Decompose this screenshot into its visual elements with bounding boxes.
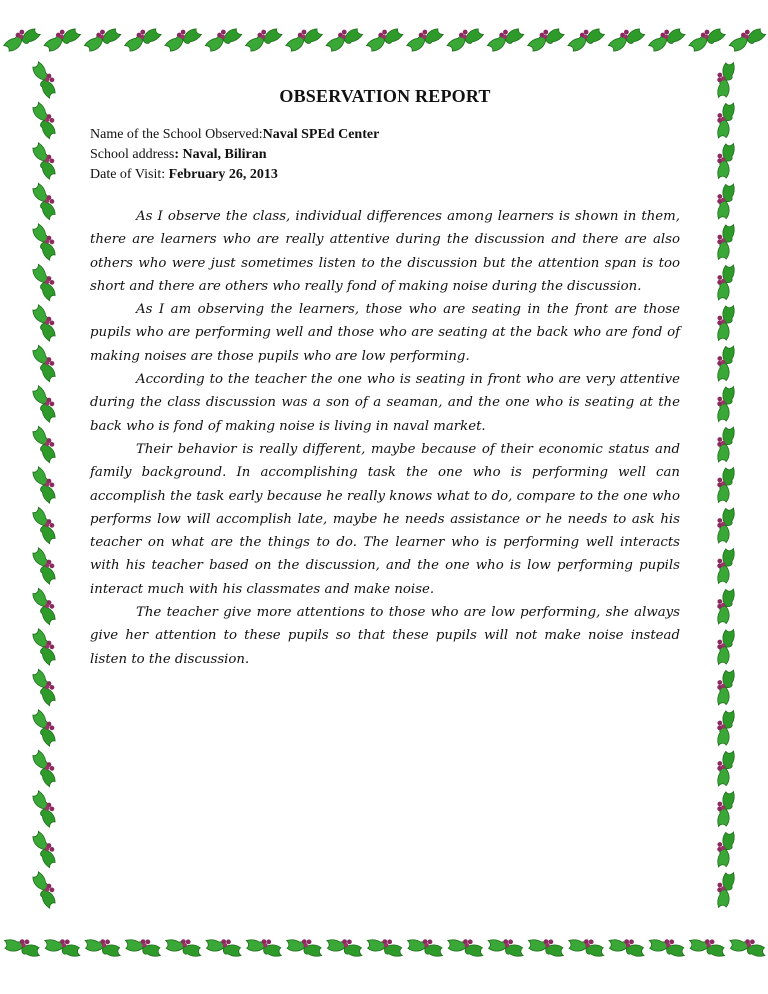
holly-icon xyxy=(31,99,60,140)
holly-icon xyxy=(31,342,60,383)
holly-icon xyxy=(566,932,607,961)
holly-icon xyxy=(31,666,60,707)
date-label: Date of Visit: xyxy=(90,167,169,182)
holly-icon xyxy=(484,24,525,53)
holly-icon xyxy=(710,59,739,100)
holly-icon xyxy=(526,932,567,961)
holly-icon xyxy=(710,140,739,181)
holly-icon xyxy=(710,504,739,545)
holly-icon xyxy=(726,24,767,53)
holly-icon xyxy=(710,707,739,748)
holly-icon xyxy=(31,261,60,302)
paragraph-2: As I am observing the learners, those who are seating in the front are those pupils who are performing well and those who are seating at the back who are fond of making noises are those pupils who are low performing. xyxy=(90,302,680,364)
holly-icon xyxy=(525,24,566,53)
holly-icon xyxy=(42,932,83,961)
school-value: Naval SPEd Center xyxy=(262,127,380,142)
holly-icon xyxy=(31,707,60,748)
holly-icon xyxy=(710,423,739,464)
holly-icon xyxy=(31,585,60,626)
holly-icon xyxy=(710,828,739,869)
holly-icon xyxy=(162,24,203,53)
holly-icon xyxy=(365,932,406,961)
holly-icon xyxy=(203,932,244,961)
holly-icon xyxy=(31,221,60,262)
holly-icon xyxy=(710,99,739,140)
holly-icon xyxy=(31,140,60,181)
holly-icon xyxy=(31,302,60,343)
holly-icon xyxy=(82,932,123,961)
holly-icon xyxy=(710,545,739,586)
report-body xyxy=(90,205,680,671)
holly-icon xyxy=(202,24,243,53)
holly-icon xyxy=(31,747,60,788)
report-title: OBSERVATION REPORT xyxy=(279,86,491,106)
holly-icon xyxy=(323,24,364,53)
holly-icon xyxy=(710,585,739,626)
address-value: : Naval, Biliran xyxy=(174,147,267,162)
holly-icon xyxy=(2,932,43,961)
holly-icon xyxy=(606,932,647,961)
holly-icon xyxy=(710,747,739,788)
holly-icon xyxy=(123,932,164,961)
holly-icon xyxy=(283,24,324,53)
holly-icon xyxy=(710,788,739,829)
holly-icon xyxy=(710,261,739,302)
holly-icon xyxy=(605,24,646,53)
holly-icon xyxy=(710,869,739,910)
holly-icon xyxy=(646,24,687,53)
holly-icon xyxy=(122,24,163,53)
paragraph-1: As I observe the class, individual differences among learners is shown in them, there are learners who are really attentive during the discussion and there are also others who were just sometimes listen to the discussion but the attention span is too short and there are others who really fond of making noise during the discussion. xyxy=(90,209,680,294)
holly-icon xyxy=(41,24,82,53)
paragraph-5: The teacher give more attentions to those who are low performing, she always give her attention to these pupils so that these pupils will not make noise instead listen to the discussion. xyxy=(90,605,680,667)
holly-icon xyxy=(687,932,728,961)
school-name-line xyxy=(90,125,680,145)
holly-icon xyxy=(31,59,60,100)
holly-icon xyxy=(485,932,526,961)
holly-icon xyxy=(31,788,60,829)
holly-icon xyxy=(163,932,204,961)
report-page xyxy=(90,86,680,671)
holly-icon xyxy=(710,180,739,221)
holly-icon xyxy=(710,464,739,505)
holly-icon xyxy=(565,24,606,53)
holly-icon xyxy=(710,383,739,424)
school-label: Name of the School Observed: xyxy=(90,127,263,142)
holly-icon xyxy=(405,932,446,961)
holly-icon xyxy=(31,504,60,545)
holly-icon xyxy=(710,666,739,707)
paragraph-3: According to the teacher the one who is seating in front who are very attentive during the class discussion was a son of a seaman, and the one who is seating at the back who is fond of making noise is living in naval market. xyxy=(90,372,680,434)
holly-icon xyxy=(363,24,404,53)
holly-icon xyxy=(1,24,42,53)
holly-icon xyxy=(284,932,325,961)
holly-icon xyxy=(727,932,768,961)
holly-icon xyxy=(686,24,727,53)
paragraph-4: Their behavior is really different, maybe because of their economic status and family background. In accomplishing task the one who is performing well can accomplish the task early because he really knows what to do, compare to the one who performs low will accomplish late, maybe he needs assistance or he needs to ask his teacher on what are the things to do. The learner who is performing well interacts with his teacher based on the discussion, and the one who is low performing pupils interact much with his classmates and make noise. xyxy=(90,441,680,597)
holly-icon xyxy=(31,828,60,869)
address-label: School address xyxy=(90,147,175,162)
holly-icon xyxy=(31,869,60,910)
holly-icon xyxy=(243,24,284,53)
holly-icon xyxy=(404,24,445,53)
holly-icon xyxy=(710,342,739,383)
holly-icon xyxy=(31,464,60,505)
holly-icon xyxy=(31,545,60,586)
school-address-line xyxy=(90,145,680,165)
holly-icon xyxy=(445,932,486,961)
holly-icon xyxy=(710,626,739,667)
holly-icon xyxy=(244,932,285,961)
holly-icon xyxy=(444,24,485,53)
holly-icon xyxy=(710,221,739,262)
holly-icon xyxy=(710,302,739,343)
holly-icon xyxy=(31,180,60,221)
holly-icon xyxy=(81,24,122,53)
holly-icon xyxy=(31,626,60,667)
holly-icon xyxy=(324,932,365,961)
holly-icon xyxy=(31,383,60,424)
visit-date-line xyxy=(90,165,680,185)
holly-icon xyxy=(31,423,60,464)
holly-icon xyxy=(647,932,688,961)
date-value: February 26, 2013 xyxy=(168,167,278,182)
